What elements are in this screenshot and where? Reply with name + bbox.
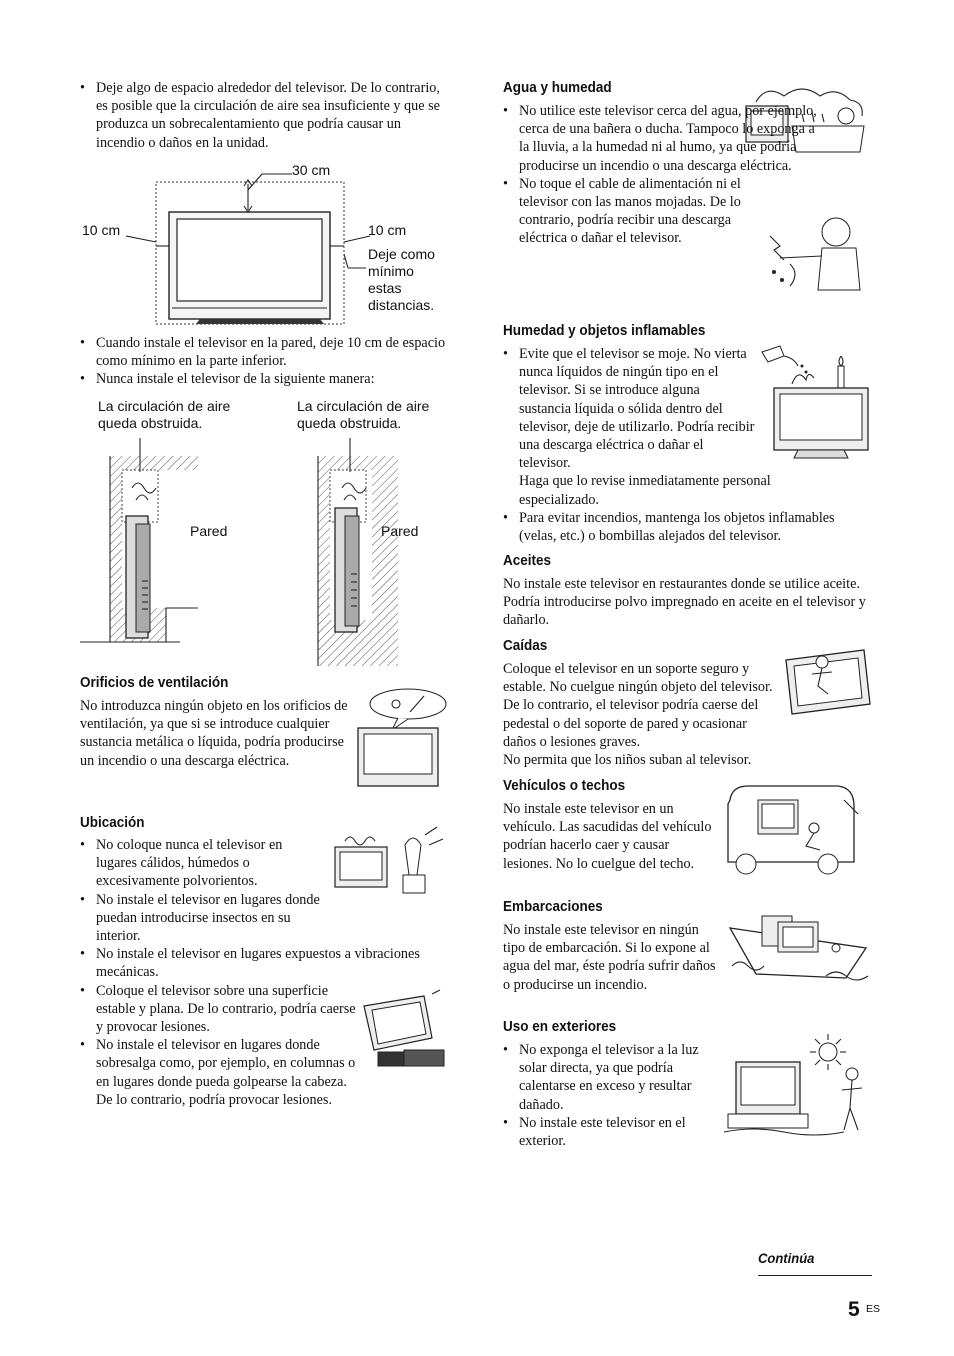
falls-illustration: [782, 646, 874, 718]
oils-title: Aceites: [503, 553, 551, 569]
outdoor-illustration: [724, 1032, 872, 1140]
vehicle-illustration: [724, 780, 858, 880]
flammables-bullets: [503, 345, 865, 545]
outdoor-title: Uso en exteriores: [503, 1019, 617, 1035]
flammables-bullet: • Para evitar incendios, mantenga los objetos inflamables (velas, etc.) o bombillas alejados del televisor.: [503, 509, 865, 545]
install-bullet: • Nunca instale el televisor de la siguiente manera:: [80, 370, 452, 388]
location-bullet: • No instale el televisor en lugares donde puedan introducirse insectos en su interior.: [80, 891, 332, 946]
falls-text-2: No permita que los niños suban al televisor.: [503, 752, 752, 769]
wall-diagrams: [80, 396, 460, 668]
ventilation-text: No introduzca ningún objeto en los orificios de ventilación, ya que si se introduce cualquier sustancia metálica o líquida, podría producirse un incendio o una descarga eléctrica.: [80, 698, 348, 769]
water-title: Agua y humedad: [503, 80, 612, 96]
outdoor-bullet: • No instale este televisor en el exterior.: [503, 1114, 718, 1150]
flammables-bullet: [503, 345, 865, 509]
location-title: Ubicación: [80, 815, 145, 831]
location-bullet: • No coloque nunca el televisor en lugares cálidos, húmedos o excesivamente polvorientos.: [80, 836, 306, 891]
clearance-left-label: 10 cm: [82, 222, 121, 238]
location-bullet: • No instale el televisor en lugares expuestos a vibraciones mecánicas.: [80, 945, 452, 981]
intro-bullet: • Deje algo de espacio alrededor del televisor. De lo contrario, es posible que la circulación de aire sea insuficiente y que se produzca un sobrecalentamiento que podría causar un incendio o daños en la unidad.: [80, 79, 452, 152]
intro-bullet-list: [80, 79, 452, 152]
clearance-right-label: 10 cm: [368, 222, 407, 238]
clearance-note-line: estas: [368, 280, 402, 296]
clearance-note-line: mínimo: [368, 263, 414, 279]
boats-text: No instale este televisor en ningún tipo de embarcación. Si lo expone al agua del mar, éste podría sufrir daños o producirse un incendio.: [503, 922, 716, 993]
falls-text-block: [503, 660, 778, 769]
boats-title: Embarcaciones: [503, 899, 603, 915]
location-bullet: • Coloque el televisor sobre una superficie estable y plana. De lo contrario, podría caerse y provocar lesiones.: [80, 982, 362, 1037]
wall-label-2: Pared: [381, 523, 419, 539]
vehicles-title: Vehículos o techos: [503, 778, 626, 794]
clearance-diagram: [80, 160, 460, 330]
water-bullet: • No utilice este televisor cerca del agua, por ejemplo, cerca de una bañera o ducha. Tampoco lo exponga a la lluvia, a la humedad ni al humo, ya que podría producirse un incendio o una descarga eléctrica.: [503, 102, 821, 175]
falls-title: Caídas: [503, 638, 548, 654]
flammables-title: Humedad y objetos inflamables: [503, 323, 706, 339]
wall-caption-2: La circulación de aire queda obstruida.: [297, 398, 430, 431]
clearance-top-label: 30 cm: [292, 162, 331, 178]
flammables-bullet-extra: Haga que lo revise inmediatamente personal especializado.: [519, 473, 771, 508]
location-bullet: • No instale el televisor en lugares donde sobresalga como, por ejemplo, en columnas o en lugares donde pueda golpearse la cabeza. De lo contrario, podría provocar lesiones.: [80, 1036, 358, 1109]
outdoor-bullet: • No exponga el televisor a la luz solar directa, ya que podría calentarse en exceso y resultar dañado.: [503, 1041, 718, 1114]
ventilation-illustration: [352, 688, 452, 788]
clearance-note: [368, 246, 435, 314]
clearance-note-line: distancias.: [368, 297, 435, 313]
falls-text: Coloque el televisor en un soporte seguro y estable. No cuelgue ningún objeto del televisor. De lo contrario, el televisor podría caerse del pedestal o del soporte de pared y ocasionar daños o lesiones graves.: [503, 661, 773, 750]
oils-text: No instale este televisor en restaurantes donde se utilice aceite. Podría introducirse polvo impregnado en aceite en el televisor y dañarlo.: [503, 576, 866, 629]
outdoor-bullets: [503, 1041, 718, 1150]
wall-caption-1: La circulación de aire queda obstruida.: [98, 398, 231, 431]
page-lang-code: ES: [866, 1303, 881, 1315]
continues-label: Continúa: [758, 1250, 815, 1266]
wall-label-1: Pared: [190, 523, 228, 539]
install-bullet: • Cuando instale el televisor en la pared, deje 10 cm de espacio como mínimo en la parte inferior.: [80, 334, 452, 370]
water-bullet: • No toque el cable de alimentación ni el televisor con las manos mojadas. De lo contrario, podría recibir una descarga eléctrica o dañar el televisor.: [503, 175, 759, 248]
install-bullet-list: [80, 334, 452, 389]
page-number: 5: [848, 1298, 860, 1321]
ventilation-title: Orificios de ventilación: [80, 675, 229, 691]
flammables-bullet-text: • Evite que el televisor se moje. No vierta nunca líquidos de ningún tipo en el televisor. Si se introduce alguna sustancia líquida o sólida dentro del televisor, deje de utilizarlo. Podría recibir una descarga eléctrica o dañar el televisor.: [519, 346, 755, 472]
location-illustration-unstable: [360, 990, 450, 1075]
clearance-note-line: Deje como: [368, 246, 435, 262]
boat-illustration: [726, 908, 872, 988]
wet-hands-illustration: [762, 214, 874, 290]
vehicles-text: No instale este televisor en un vehículo. Las sacudidas del vehículo podrían hacerlo caer y causar lesiones. No lo cuelgue del techo.: [503, 801, 712, 872]
footer-rule: [758, 1275, 872, 1276]
